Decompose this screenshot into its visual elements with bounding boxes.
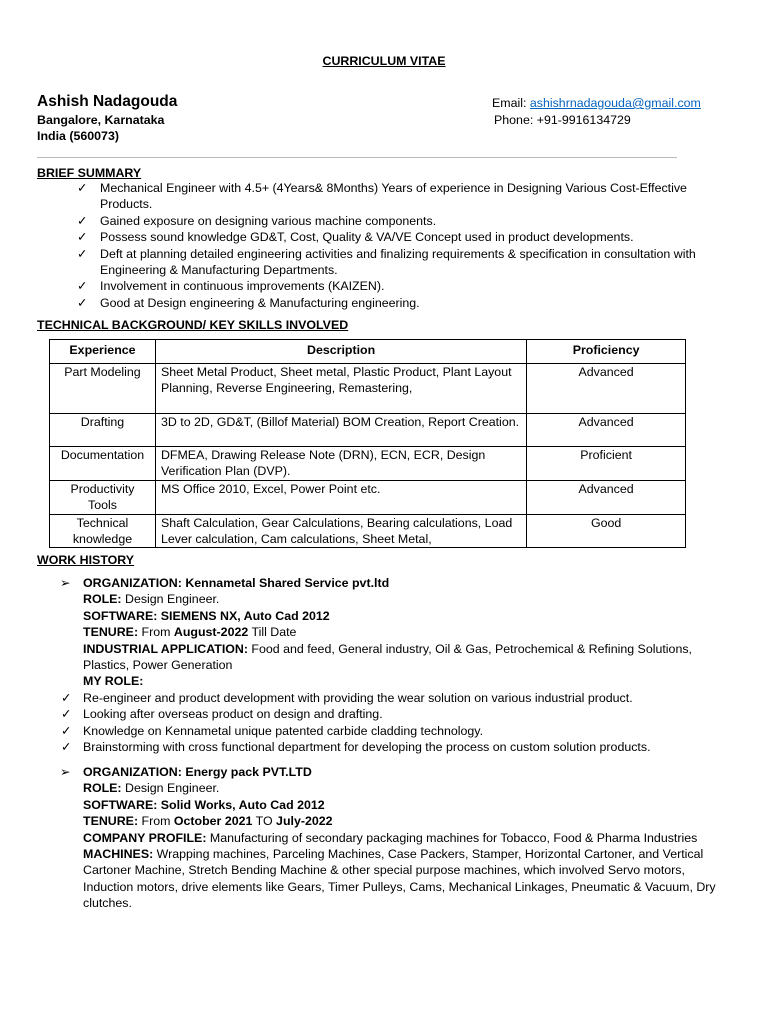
experience-cell: Productivity Tools xyxy=(50,480,156,514)
check-icon: ✓ xyxy=(61,690,72,705)
software-line: SOFTWARE: Solid Works, Auto Cad 2012 xyxy=(83,797,325,812)
summary-item: ✓ Involvement in continuous improvements (KAIZEN). xyxy=(77,279,385,294)
summary-item: ✓ Gained exposure on designing various machine components. xyxy=(77,213,437,228)
my-role-label: MY ROLE: xyxy=(83,674,144,689)
address-line-1: Bangalore, Karnataka xyxy=(37,113,165,127)
description-cell: MS Office 2010, Excel, Power Point etc. xyxy=(155,480,526,514)
column-header-experience: Experience xyxy=(50,340,156,364)
machines-line: MACHINES: Wrapping machines, Parceling Machines, Case Packers, Stamper, Horizontal Cartoner, and Vertical Cartoner Machine, Stretch Bending Machine & other special purpose machines, which involved Servo motors, Induction motors, drive elements like Gears, Timer Pulleys, Cams, Mechanical Linkages, Pneumatic & Vacuum, Dry clutches. xyxy=(83,847,716,911)
list-item: ✓ Looking after overseas product on design and drafting. xyxy=(61,707,383,722)
experience-cell: Part Modeling xyxy=(50,364,156,414)
tenure-line: TENURE: From August-2022 Till Date xyxy=(83,625,297,640)
arrow-bullet-icon: ➢ xyxy=(60,765,71,779)
check-icon: ✓ xyxy=(77,279,88,294)
proficiency-cell: Good xyxy=(527,514,686,548)
role-line: ROLE: Design Engineer. xyxy=(83,592,220,607)
summary-item: ✓ Mechanical Engineer with 4.5+ (4Years& 8Months) Years of experience in Designing Various Cost-Effective Products. xyxy=(77,181,687,212)
work-heading: WORK HISTORY xyxy=(37,553,135,567)
check-icon: ✓ xyxy=(77,230,88,245)
email-link[interactable]: ashishrnadagouda@gmail.com xyxy=(529,96,701,110)
skills-heading: TECHNICAL BACKGROUND/ KEY SKILLS INVOLVED xyxy=(37,318,349,332)
skills-table xyxy=(49,339,686,548)
check-icon: ✓ xyxy=(77,246,88,261)
my-role-list xyxy=(61,690,710,756)
summary-item: ✓ Deft at planning detailed engineering activities and finalizing requirements & specification in consultation with Engineering & Manufacturing Departments. xyxy=(77,246,696,278)
check-icon: ✓ xyxy=(77,213,88,228)
table-row xyxy=(50,414,686,447)
email-line xyxy=(492,95,701,111)
phone-line: Phone: +91-9916134729 xyxy=(494,113,631,127)
email-label: Email: xyxy=(492,96,530,110)
description-cell: Sheet Metal Product, Sheet metal, Plastic Product, Plant Layout Planning, Reverse Engineering, Remastering, xyxy=(155,364,526,414)
description-cell: DFMEA, Drawing Release Note (DRN), ECN, ECR, Design Verification Plan (DVP). xyxy=(155,447,526,481)
table-row xyxy=(50,447,686,481)
experience-cell: Drafting xyxy=(50,414,156,447)
proficiency-cell: Advanced xyxy=(527,414,686,447)
experience-cell: Technical knowledge xyxy=(50,514,156,548)
tenure-line: TENURE: From October 2021 TO July-2022 xyxy=(83,814,333,829)
table-header-row xyxy=(50,340,686,364)
check-icon: ✓ xyxy=(77,295,88,310)
table-row xyxy=(50,480,686,514)
summary-list xyxy=(77,180,696,311)
organization-entry-1 xyxy=(60,575,710,755)
list-item: ✓ Knowledge on Kennametal unique patented carbide cladding technology. xyxy=(61,723,484,738)
organization-entry-2 xyxy=(60,764,725,912)
org-name: Energy pack PVT.LTD xyxy=(185,765,312,779)
proficiency-cell: Advanced xyxy=(527,480,686,514)
role-line: ROLE: Design Engineer. xyxy=(83,781,220,796)
check-icon: ✓ xyxy=(77,181,88,195)
org-line: ORGANIZATION: Kennametal Shared Service pvt.ltd xyxy=(83,576,390,590)
org-name: Kennametal Shared Service pvt.ltd xyxy=(185,576,390,590)
header-divider xyxy=(37,157,677,158)
description-cell: Shaft Calculation, Gear Calculations, Bearing calculations, Load Lever calculation, Cam calculations, Sheet Metal, xyxy=(155,514,526,548)
experience-cell: Documentation xyxy=(50,447,156,481)
summary-heading: BRIEF SUMMARY xyxy=(37,166,142,180)
table-row xyxy=(50,364,686,414)
column-header-description: Description xyxy=(155,340,526,364)
candidate-name: Ashish Nadagouda xyxy=(37,93,178,110)
arrow-bullet-icon: ➢ xyxy=(60,576,71,590)
address-line-2: India (560073) xyxy=(37,129,119,143)
description-cell: 3D to 2D, GD&T, (Billof Material) BOM Creation, Report Creation. xyxy=(155,414,526,447)
summary-item: ✓ Good at Design engineering & Manufacturing engineering. xyxy=(77,295,420,310)
org-line: ORGANIZATION: Energy pack PVT.LTD xyxy=(83,765,312,779)
software-line: SOFTWARE: SIEMENS NX, Auto Cad 2012 xyxy=(83,608,330,623)
column-header-proficiency: Proficiency xyxy=(527,340,686,364)
check-icon: ✓ xyxy=(61,707,72,722)
industry-line: INDUSTRIAL APPLICATION: Food and feed, General industry, Oil & Gas, Petrochemical & Refining Solutions, Plastics, Power Generation xyxy=(83,641,692,673)
list-item: ✓ Re-engineer and product development with providing the wear solution on various industrial product. xyxy=(61,690,633,705)
summary-item: ✓ Possess sound knowledge GD&T, Cost, Quality & VA/VE Concept used in product developments. xyxy=(77,230,634,245)
proficiency-cell: Advanced xyxy=(527,364,686,414)
check-icon: ✓ xyxy=(61,740,72,755)
document-title: CURRICULUM VITAE xyxy=(322,54,446,68)
list-item: ✓ Brainstorming with cross functional department for developing the process on custom solution products. xyxy=(61,740,651,755)
company-profile-line: COMPANY PROFILE: Manufacturing of secondary packaging machines for Tobacco, Food & Pharma Industries xyxy=(83,830,698,845)
table-row xyxy=(50,514,686,548)
proficiency-cell: Proficient xyxy=(527,447,686,481)
check-icon: ✓ xyxy=(61,723,72,738)
